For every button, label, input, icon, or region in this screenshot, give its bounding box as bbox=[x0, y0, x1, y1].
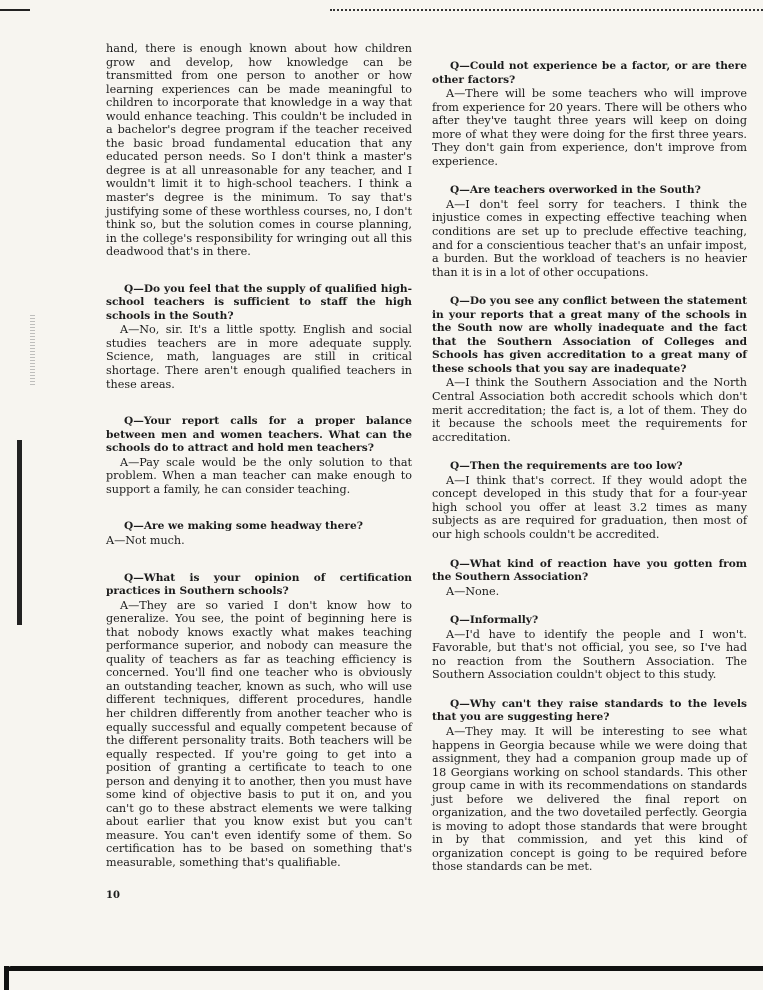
question: Q—Informally? bbox=[450, 614, 539, 627]
right-column bbox=[432, 60, 747, 874]
page-number: 10 bbox=[106, 890, 120, 901]
answer: A—None. bbox=[446, 584, 500, 598]
answer: A—No, sir. It's a little spotty. English and social studies teachers are in more adequate supply. Science, math, languages are still in critical shortage. There aren't enough qualified teachers in these areas. bbox=[106, 323, 412, 391]
question: Q—Are teachers overworked in the South? bbox=[450, 184, 701, 197]
binding-bar bbox=[17, 440, 22, 625]
question: Q—Are we making some headway there? bbox=[124, 520, 363, 533]
answer: A—I think the Southern Association and the North Central Association both accredit schools which don't merit accreditation; the fact is, a lot of them. They do it because the schools meet the requirements for accreditation. bbox=[432, 376, 747, 444]
answer: A—Pay scale would be the only solution to that problem. When a man teacher can make enough to support a family, he can consider teaching. bbox=[106, 455, 412, 496]
continuation-paragraph: hand, there is enough known about how children grow and develop, how knowledge can be transmitted from one person to another or how learning experiences can be made meaningful to children to incorporate that knowledge in a way that would enhance teaching. This couldn't be included in a bachelor's degree program if the teacher received the basic broad fundamental education that any educated person needs. So I don't think a master's degree is at all unreasonable for any teacher, and I wouldn't limit it to high-school teachers. I think a master's degree is the minimum. To say that's justifying some of these worthless courses, no, I don't think so, but the solution comes in course planning, in the college's responsibility for wringing out all this deadwood that's in there. bbox=[106, 42, 412, 259]
question: Q—Do you feel that the supply of qualified high-school teachers is sufficient to staff the high schools in the South? bbox=[106, 282, 412, 322]
bottom-rule-bar bbox=[8, 966, 763, 971]
question: Q—Your report calls for a proper balance between men and women teachers. What can the schools do to attract and hold men teachers? bbox=[106, 415, 412, 455]
question: Q—What kind of reaction have you gotten from the Southern Association? bbox=[432, 557, 747, 584]
top-rule-solid bbox=[0, 9, 30, 11]
answer: A—I'd have to identify the people and I won't. Favorable, but that's not official, you see, so I've had no reaction from the Southern Association. The Southern Association couldn't object to this study. bbox=[432, 627, 747, 682]
question: Q—Then the requirements are too low? bbox=[450, 460, 683, 473]
left-column bbox=[106, 42, 412, 870]
answer: A—They may. It will be interesting to see what happens in Georgia because while we were doing that assignment, they had a companion group made up of 18 Georgians working on school standards. This other group came in with its recommendations on standards just before we delivered the final report on organization, and the two dovetailed perfectly. Georgia is moving to adopt those standards that were brought in by that commission, and yet this kind of organization concept is going to be required before those standards can be met. bbox=[432, 724, 747, 874]
top-rule bbox=[0, 7, 763, 13]
question: Q—Do you see any conflict between the statement in your reports that a great many of the schools in the South now are wholly inadequate and the fact that the Southern Association of Colleges and Schools has given accreditation to a great many of these schools that you say are inadequate? bbox=[432, 295, 747, 375]
bottom-rule bbox=[0, 958, 763, 990]
answer: A—They are so varied I don't know how to generalize. You see, the point of beginning here is that nobody knows exactly what makes teaching performance superior, and nobody can measure the quality of teachers as far as teaching efficiency is concerned. You'll find one teacher who is obviously an outstanding teacher, known as such, who will use different techniques, different procedures, handle her children differently from another teacher who is equally successful and equally competent because of the different personality traits. Both teachers will be equally respected. If you're going to get into a position of granting a certificate to teach to one person and denying it to another, then you must have some kind of objective basis to put it on, and you can't go to these abstract elements we were talking about earlier that you know exist but you can't measure. You can't even identify some of them. So certification has to be based on something that's measurable, something that's qualifiable. bbox=[106, 598, 412, 869]
question: Q—What is your opinion of certification practices in Southern schools? bbox=[106, 571, 412, 598]
top-rule-dotted bbox=[330, 9, 763, 11]
answer: A—I think that's correct. If they would adopt the concept developed in this study that for a four-year high school you offer at least 3.2 times as many subjects as are required for graduation, then most of our high schools couldn't be accredited. bbox=[432, 473, 747, 541]
binding-marks bbox=[30, 315, 35, 385]
answer: A—There will be some teachers who will improve from experience for 20 years. There will be others who after they've taught three years will keep on doing more of what they were doing for the first three years. They don't gain from experience, don't improve from experience. bbox=[432, 87, 747, 168]
answer: A—Not much. bbox=[106, 533, 185, 547]
answer: A—I don't feel sorry for teachers. I think the injustice comes in expecting effective teaching when conditions are set up to preclude effective teaching, and for a conscientious teacher that's an unfair impost, a burden. But the workload of teachers is no heavier than it is in a lot of other occupations. bbox=[432, 197, 747, 279]
question: Q—Could not experience be a factor, or are there other factors? bbox=[432, 60, 747, 86]
question: Q—Why can't they raise standards to the levels that you are suggesting here? bbox=[432, 697, 747, 724]
